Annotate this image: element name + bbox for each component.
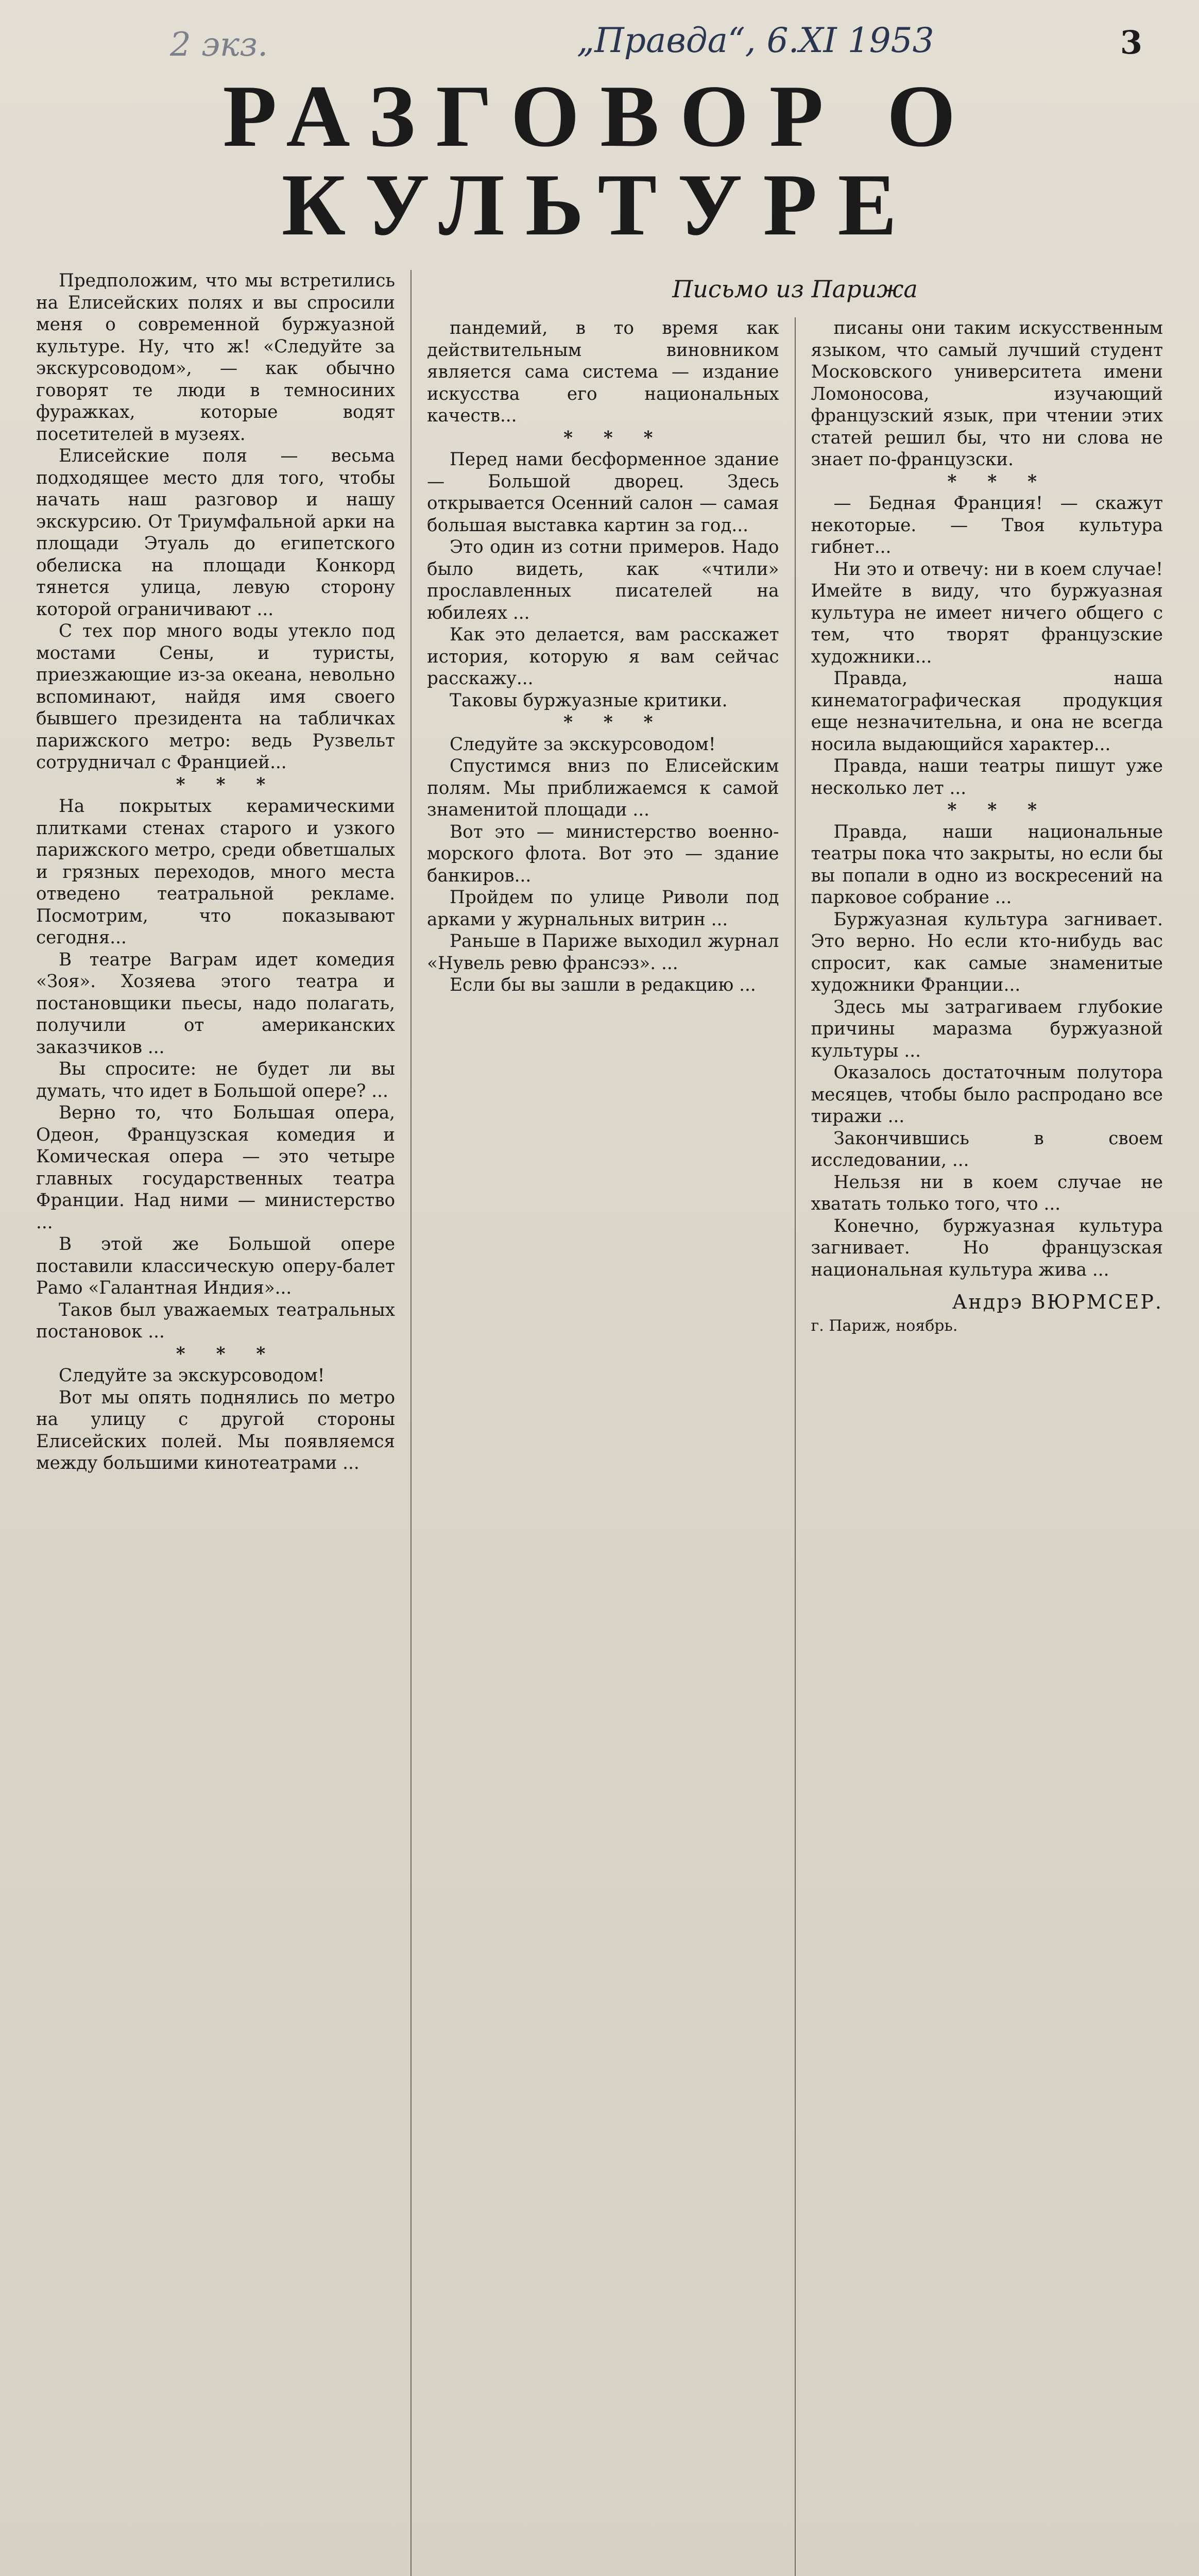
column-2 (427, 317, 779, 2576)
page-number: 3 (1120, 24, 1142, 61)
col2-paragraph: Таковы буржуазные критики. (450, 690, 728, 711)
col1-paragraph: Вы спросите: не будет ли вы думать, что идет в Большой опере? ... (36, 1059, 396, 1101)
col1-paragraph: * * * (176, 774, 278, 795)
col3-paragraph: * * * (947, 800, 1049, 820)
col2-paragraph: Вот это — министерство военно-морского флота. Вот это — здание банкиров... (427, 821, 779, 886)
col3-paragraph: Нельзя ни в коем случае не хватать только того, что ... (811, 1172, 1163, 1214)
col1-paragraph: На покрытых керамическими плитками стенах старого и узкого парижского метро, среди обветшалых и грязных переходов, много места отведено театральной рекламе. Посмотрим, что показывают сегодня... (36, 796, 396, 948)
subheadline: Письмо из Парижа (672, 275, 918, 303)
col2-paragraph: Спустимся вниз по Елисейским полям. Мы приближаемся к самой знаменитой площади ... (427, 756, 779, 820)
col3-paragraph: Ни это и отвечу: ни в коем случае! Имейте в виду, что буржуазная культура не имеет ничего общего с тем, что творят французские художники... (811, 558, 1163, 667)
col2-paragraph: Если бы вы зашли в редакцию ... (450, 975, 756, 995)
wide-inner (427, 317, 1163, 2576)
col1-paragraph: * * * (176, 1343, 278, 1364)
col3-paragraph: Правда, наша кинематографическая продукция еще незначительна, и она не всегда носила выдающийся характер... (811, 668, 1163, 755)
col2-paragraph: Это один из сотни примеров. Надо было видеть, как «чтили» прославленных писателей на юбилеях ... (427, 537, 779, 623)
col2-paragraph: Перед нами бесформенное здание — Большой дворец. Здесь открывается Осенний салон — самая большая выставка картин за год... (427, 449, 779, 536)
col1-paragraph: Верно то, что Большая опера, Одеон, Французская комедия и Комическая опера — это четыре главных государственных театра Франции. Над ними — министерство ... (36, 1103, 396, 1233)
article-body (36, 270, 1163, 2576)
column-rule (795, 317, 796, 2576)
col2-paragraph: * * * (563, 427, 665, 448)
col3-paragraph: Правда, наши театры пишут уже несколько лет ... (811, 756, 1163, 799)
col3-paragraph: Здесь мы затрагиваем глубокие причины маразма буржуазной культуры ... (811, 996, 1163, 1061)
col1-paragraph: Следуйте за экскурсоводом! (59, 1365, 325, 1386)
col3-paragraph: * * * (947, 471, 1049, 492)
column-rule (410, 270, 412, 2576)
col3-paragraph: Конечно, буржуазная культура загнивает. Но французская национальная культура жива ... (811, 1215, 1163, 1280)
col1-paragraph: Таков был уважаемых театральных постановок ... (36, 1299, 396, 1342)
col1-paragraph: Вот мы опять поднялись по метро на улицу с другой стороны Елисейских полей. Мы появляемся между большими кинотеатрами ... (36, 1387, 396, 1473)
col2-paragraph: Как это делается, вам расскажет история, которую я вам сейчас расскажу... (427, 624, 779, 689)
col3-paragraph: Правда, наши национальные театры пока что закрыты, но если бы вы попали в одно из воскресений на парковое собрание ... (811, 821, 1163, 908)
column-1 (36, 270, 395, 2576)
col1-paragraph: В этой же Большой опере поставили классическую оперу-балет Рамо «Галантная Индия»... (36, 1234, 396, 1298)
col2-paragraph: Следуйте за экскурсоводом! (450, 734, 716, 755)
handwritten-note: 2 экз. (170, 26, 268, 64)
col3-paragraph: — Бедная Франция! — скажут некоторые. — Твоя культура гибнет... (811, 493, 1163, 557)
col2-paragraph: * * * (563, 712, 665, 733)
column-3 (811, 317, 1163, 2576)
signature: Андрэ ВЮРМСЕР. (952, 1291, 1163, 1313)
col2-paragraph: пандемий, в то время как действительным виновником является сама система — издание искусства его национальных качеств... (427, 318, 779, 426)
wide-column (427, 270, 1163, 2576)
headline: РАЗГОВОР О КУЛЬТУРЕ (222, 67, 977, 254)
col3-paragraph: писаны они таким искусственным языком, что самый лучший студент Московского университета имени Ломоносова, изучающий французский язык, при чтении этих статей решил бы, что ни слова не знает по-французски. (811, 318, 1163, 470)
col1-paragraph: С тех пор много воды утекло под мостами Сены, и туристы, приезжающие из-за океана, невольно вспоминают, найдя имя своего бывшего президента на табличках парижского метро: ведь Рузвельт сотрудничал с Францией... (36, 621, 396, 773)
col1-paragraph: В театре Ваграм идет комедия «Зоя». Хозяева этого театра и постановщики пьесы, надо полагать, получили от американских заказчиков ... (36, 949, 396, 1058)
col3-paragraph: Буржуазная культура загнивает. Это верно. Но если кто-нибудь вас спросит, как самые знаменитые художники Франции... (811, 909, 1163, 995)
col2-paragraph: Пройдем по улице Риволи под арками у журнальных витрин ... (427, 887, 779, 930)
col2-paragraph: Раньше в Париже выходил журнал «Нувель ревю франсэз». ... (427, 931, 779, 974)
header-strip (36, 21, 1163, 67)
handwritten-date: „Правда“, 6.XI 1953 (577, 21, 934, 60)
col1-paragraph: Елисейские поля — весьма подходящее место для того, чтобы начать наш разговор и нашу экскурсию. От Триумфальной арки на площади Этуаль до египетского обелиска на площади Конкорд тянется улица, левую сторону которой ограничивают ... (36, 446, 396, 620)
col3-paragraph: Оказалось достаточным полутора месяцев, чтобы было распродано все тиражи ... (811, 1062, 1163, 1127)
column-3-text (811, 317, 1163, 1281)
col1-paragraph: Предположим, что мы встретились на Елисейских полях и вы спросили меня о современной буржуазной культуре. Ну, что ж! «Следуйте за экскурсоводом», — как обычно говорят те люди в темносиних фуражках, которые водят посетителей в музеях. (36, 270, 396, 445)
place: г. Париж, ноябрь. (811, 1316, 958, 1335)
col3-paragraph: Закончившись в своем исследовании, ... (811, 1128, 1163, 1171)
